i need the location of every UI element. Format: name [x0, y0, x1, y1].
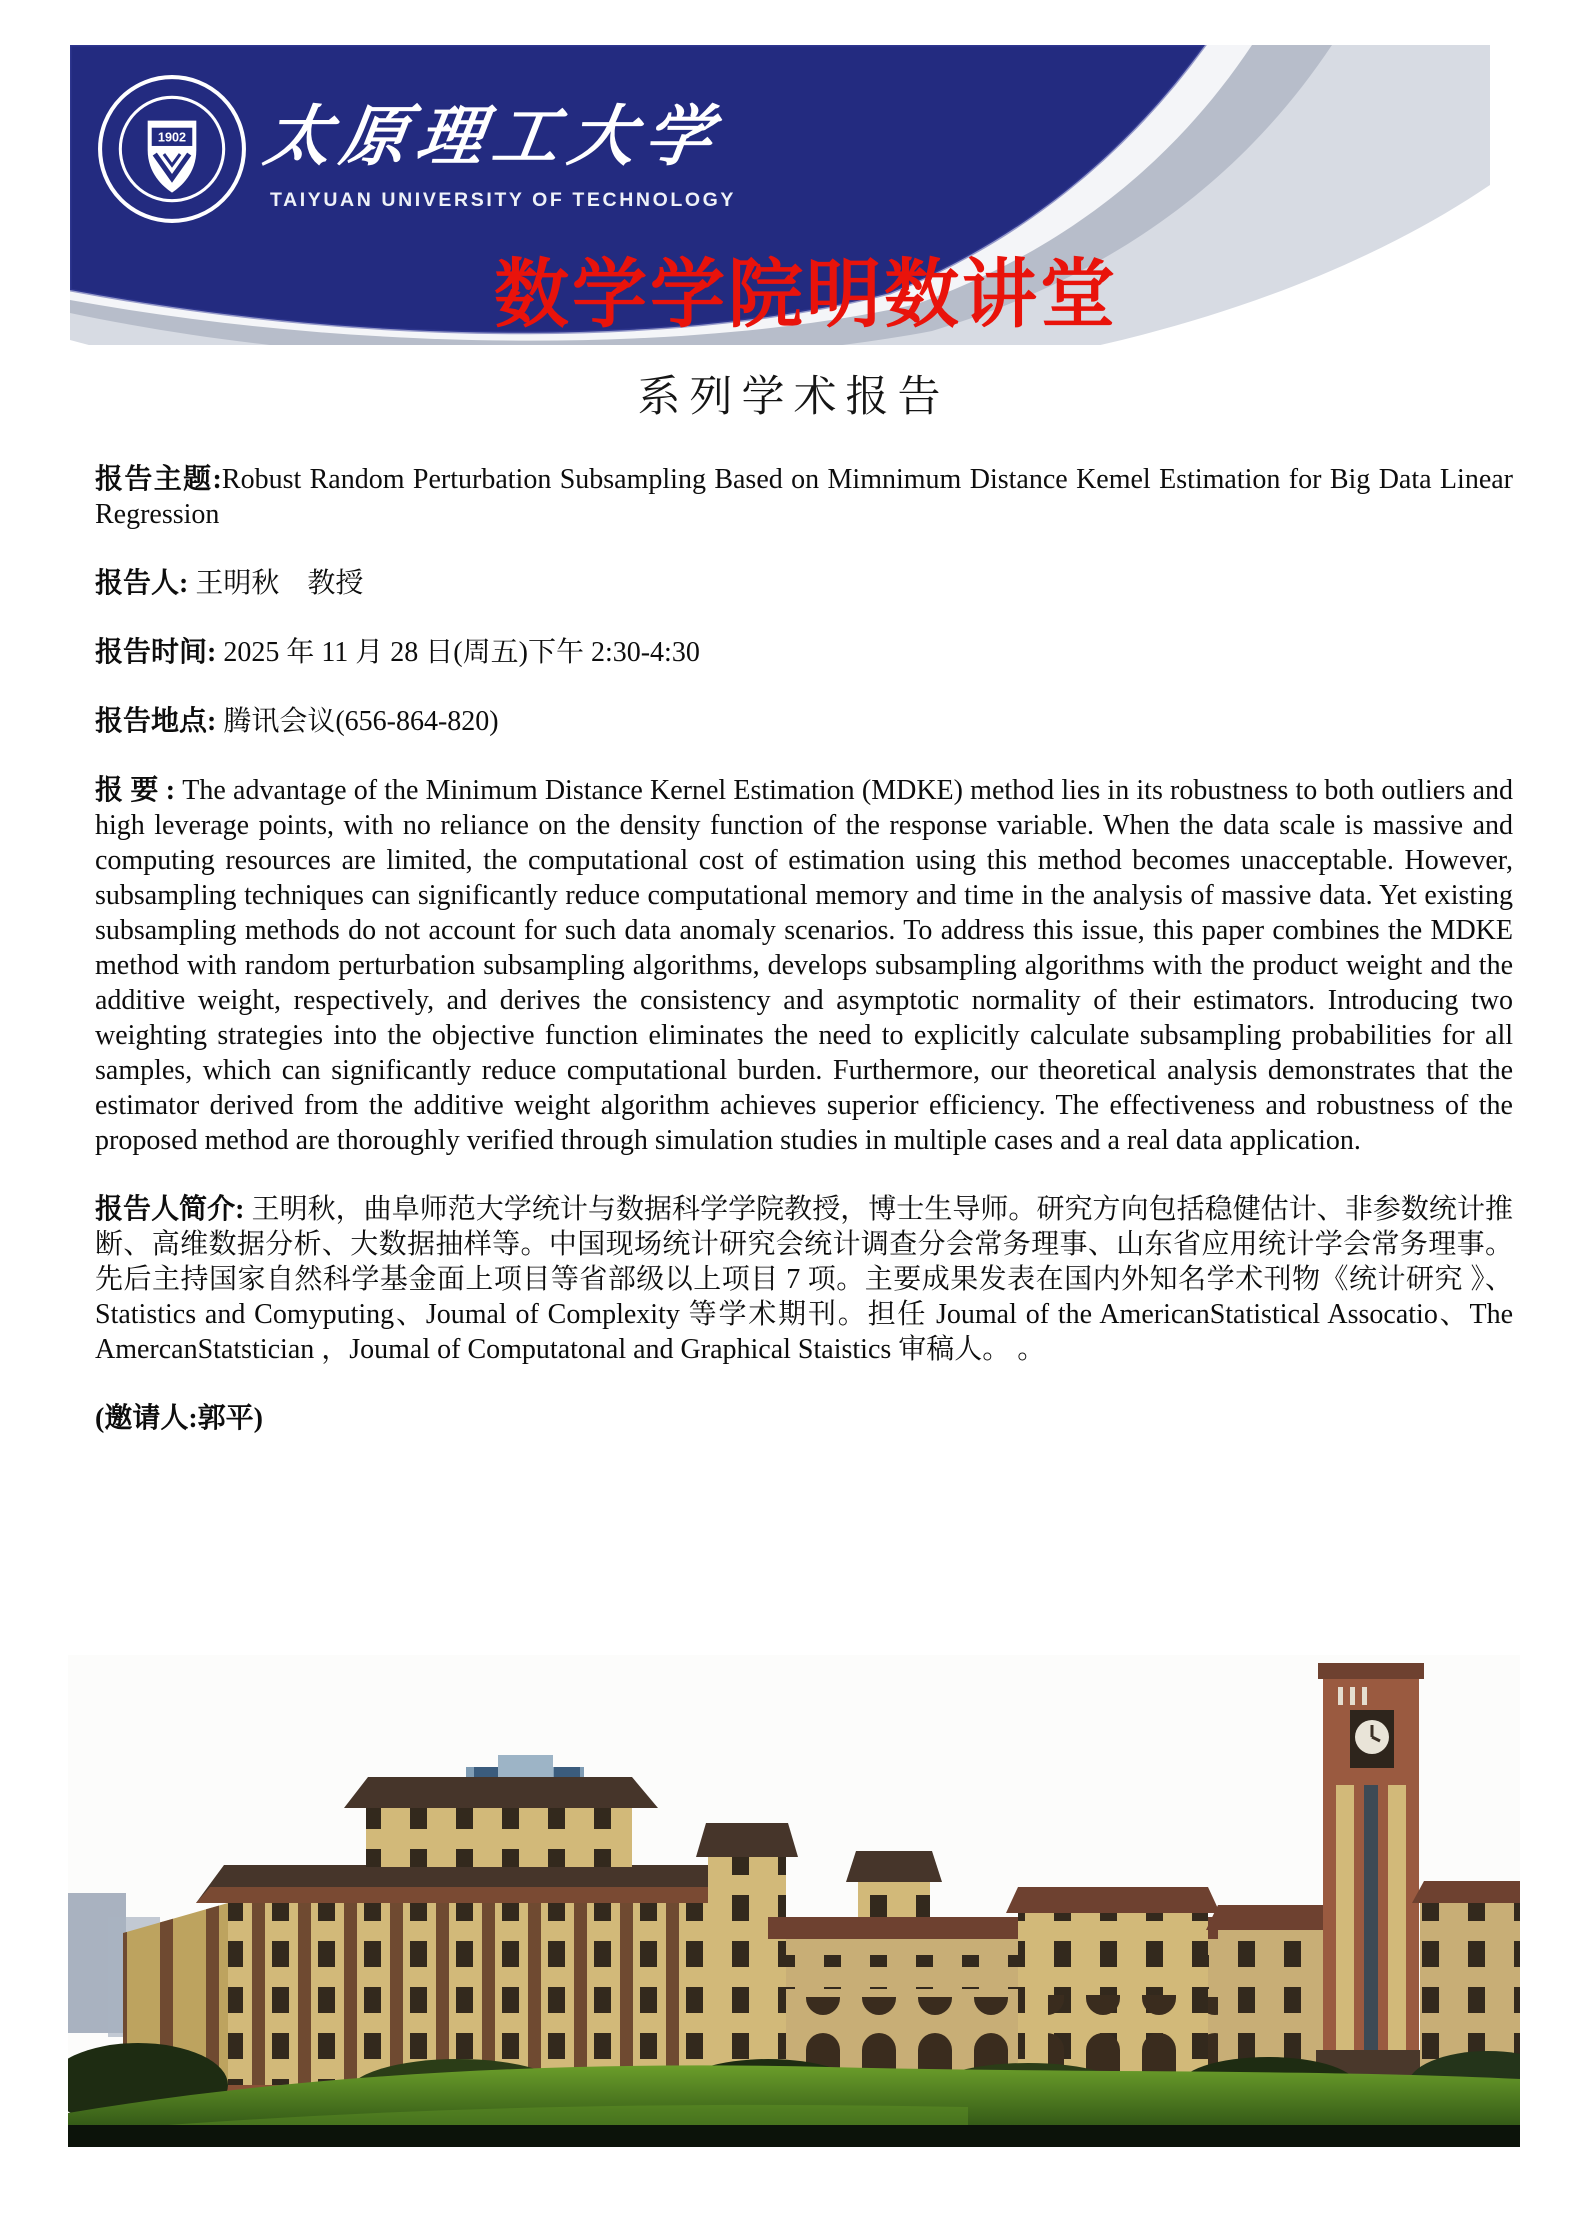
abstract-label: 报 要 : — [95, 775, 176, 806]
abstract-paragraph — [95, 773, 1513, 1158]
speaker-label: 报告人: — [95, 568, 189, 599]
venue-label: 报告地点: — [95, 706, 217, 737]
university-name-cn: 太原理工大学 — [259, 101, 727, 174]
photo-bottom-shadow — [68, 2125, 1520, 2147]
bio-label: 报告人简介: — [95, 1194, 245, 1225]
time-value: 2025 年 11 月 28 日(周五)下午 2:30-4:30 — [216, 637, 700, 668]
topic-label: 报告主题: — [95, 464, 222, 495]
bio-paragraph — [95, 1192, 1513, 1367]
university-name-en: TAIYUAN UNIVERSITY OF TECHNOLOGY — [270, 189, 737, 211]
speaker-name: 王明秋 教授 — [188, 568, 364, 599]
venue-value: 腾讯会议(656-864-820) — [216, 706, 499, 737]
series-subtitle: 系列学术报告 — [637, 374, 950, 421]
speaker-paragraph — [95, 566, 1513, 601]
bio-text: 王明秋，曲阜师范大学统计与数据科学学院教授，博士生导师。研究方向包括稳健估计、非参数统计推断、高维数据分析、大数据抽样等。中国现场统计研究会统计调查分会常务理事、山东省应用统计学会常务理事。先后主持国家自然科学基金面上项目等省部级以上项目 7 项。主要成果发表在国内外知名学术刊物《统计研究 》、Statistics and Comyputing、Joumal of Complexity 等学术期刊。担任 Joumal of the AmericanStatistical Assocatio、The AmercanStatstician ，Joumal of Computatonal and Graphical Staistics 审稿人。 。 — [95, 1194, 1513, 1365]
campus-photo — [68, 1655, 1520, 2147]
lecture-series-title: 数学学院明数讲堂 — [494, 252, 1119, 336]
inviter-line: (邀请人:郭平) — [95, 1403, 263, 1434]
header-banner — [70, 45, 1490, 345]
time-label: 报告时间: — [95, 637, 217, 668]
clock-tower — [1316, 1663, 1426, 2095]
topic-paragraph — [95, 462, 1513, 532]
logo-year: 1902 — [157, 130, 187, 145]
university-logo — [96, 73, 248, 225]
abstract-text: The advantage of the Minimum Distance Kernel Estimation (MDKE) method lies in its robustness to both outliers and high leverage points, with no reliance on the density function of the response variable. When the data scale is massive and computing resources are limited, the computational cost of estimation using this method becomes unacceptable. However, subsampling techniques can significantly reduce computational memory and time in the analysis of massive data. Yet existing subsampling methods do not account for such data anomaly scenarios. To address this issue, this paper combines the MDKE method with random perturbation subsampling algorithms, develops subsampling algorithms with the product weight and the additive weight, respectively, and derives the consistency and asymptotic normality of their estimators. Introducing two weighting strategies into the objective function eliminates the need to explicitly calculate subsampling probabilities for all samples, which can significantly reduce computational burden. Furthermore, our theoretical analysis demonstrates that the estimator derived from the additive weight algorithm achieves superior efficiency. The effectiveness and robustness of the proposed method are thoroughly verified through simulation studies in multiple cases and a real data application. — [95, 775, 1514, 1156]
topic-text: Robust Random Perturbation Subsampling Based on Mimnimum Distance Kemel Estimation for Big Data Linear Regression — [95, 464, 1513, 530]
time-paragraph — [95, 635, 1513, 670]
announcement-body — [95, 462, 1513, 1470]
venue-paragraph — [95, 704, 1513, 739]
